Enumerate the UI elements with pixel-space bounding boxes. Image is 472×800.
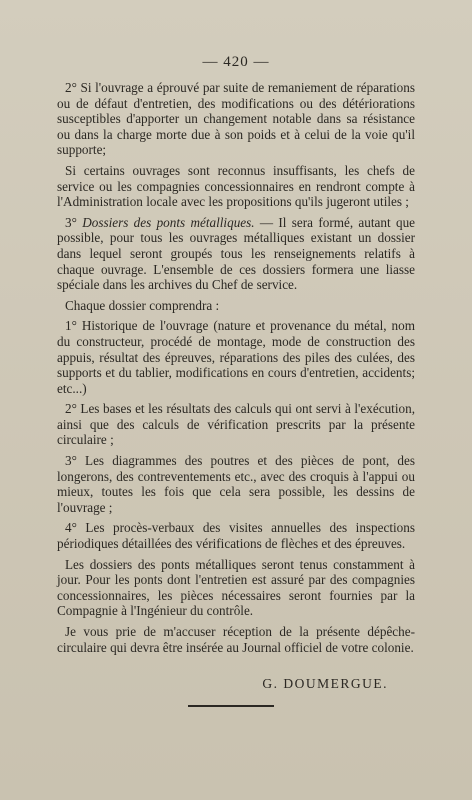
page-number: — 420 — — [202, 54, 270, 70]
paragraph-item-3: 3° Les diagrammes des poutres et des pièces de pont, des longerons, des contreventements etc., avec des croquis à l'appui ou mieux, toutes les fois que cela sera possible, les dessins de l'ouvrage ; — [57, 453, 415, 515]
paragraph-item-4: 4° Les procès-verbaux des visites annuelles des inspections périodiques détaillées des vérifications de flèches et des épreuves. — [57, 520, 415, 552]
paragraph-acknowledgement: Je vous prie de m'accuser réception de la présente dépêche-circulaire qui devra être insérée au Journal officiel de votre colonie. — [57, 624, 415, 655]
paragraph-insufficient-works: Si certains ouvrages sont reconnus insuffisants, les chefs de service ou les compagnies concessionnaires en rendront compte à l'Administration locale avec les propositions qu'ils jugeront utiles ; — [57, 162, 415, 210]
closing-rule — [188, 705, 274, 707]
paragraph-dossiers-updated: Les dossiers des ponts métalliques seront tenus constamment à jour. Pour les ponts dont l'entretien est assuré par des compagnies concessionnaires, les pièces nécessaires seront fournies par la Compagnie à l'Ingénieur du contrôle. — [57, 556, 415, 619]
paragraph-section-3 — [57, 215, 415, 293]
section-3-heading: Dossiers des ponts métalliques. — [82, 214, 255, 230]
paragraph-dossier-intro: Chaque dossier comprendra : — [65, 297, 220, 313]
paragraph-condition-2: 2° Si l'ouvrage a éprouvé par suite de remaniement de réparations ou de défaut d'entretien, des modifications ou des détériorations susceptibles d'apporter un changement notable dans sa résistance ou dans la charge morte due à son poids et à celui de la voie qu'il supporte; — [57, 80, 415, 158]
paragraph-item-1: 1° Historique de l'ouvrage (nature et provenance du métal, nom du constructeur, procédé de montage, mode de construction des appuis, résultat des épreuves, réparations des piles des culées, des supports et du tablier, modifications en cours d'entretien, accidents; etc...) — [57, 318, 415, 396]
document-body — [57, 80, 415, 660]
paragraph-item-2: 2° Les bases et les résultats des calculs qui ont servi à l'exécution, ainsi que des calculs de vérification prescrits par la présente circulaire ; — [57, 401, 415, 448]
section-3-text: — Il sera formé, autant que possible, pour tous les ouvrages métalliques existant un dossier dans lequel seront groupés tous les renseignements relatifs à chaque ouvrage. L'ensemble de ces dossiers formera une liasse spéciale dans les archives du Chef de service. — [57, 214, 416, 293]
section-3-number: 3° — [65, 214, 77, 230]
signature: G. DOUMERGUE. — [262, 676, 388, 691]
